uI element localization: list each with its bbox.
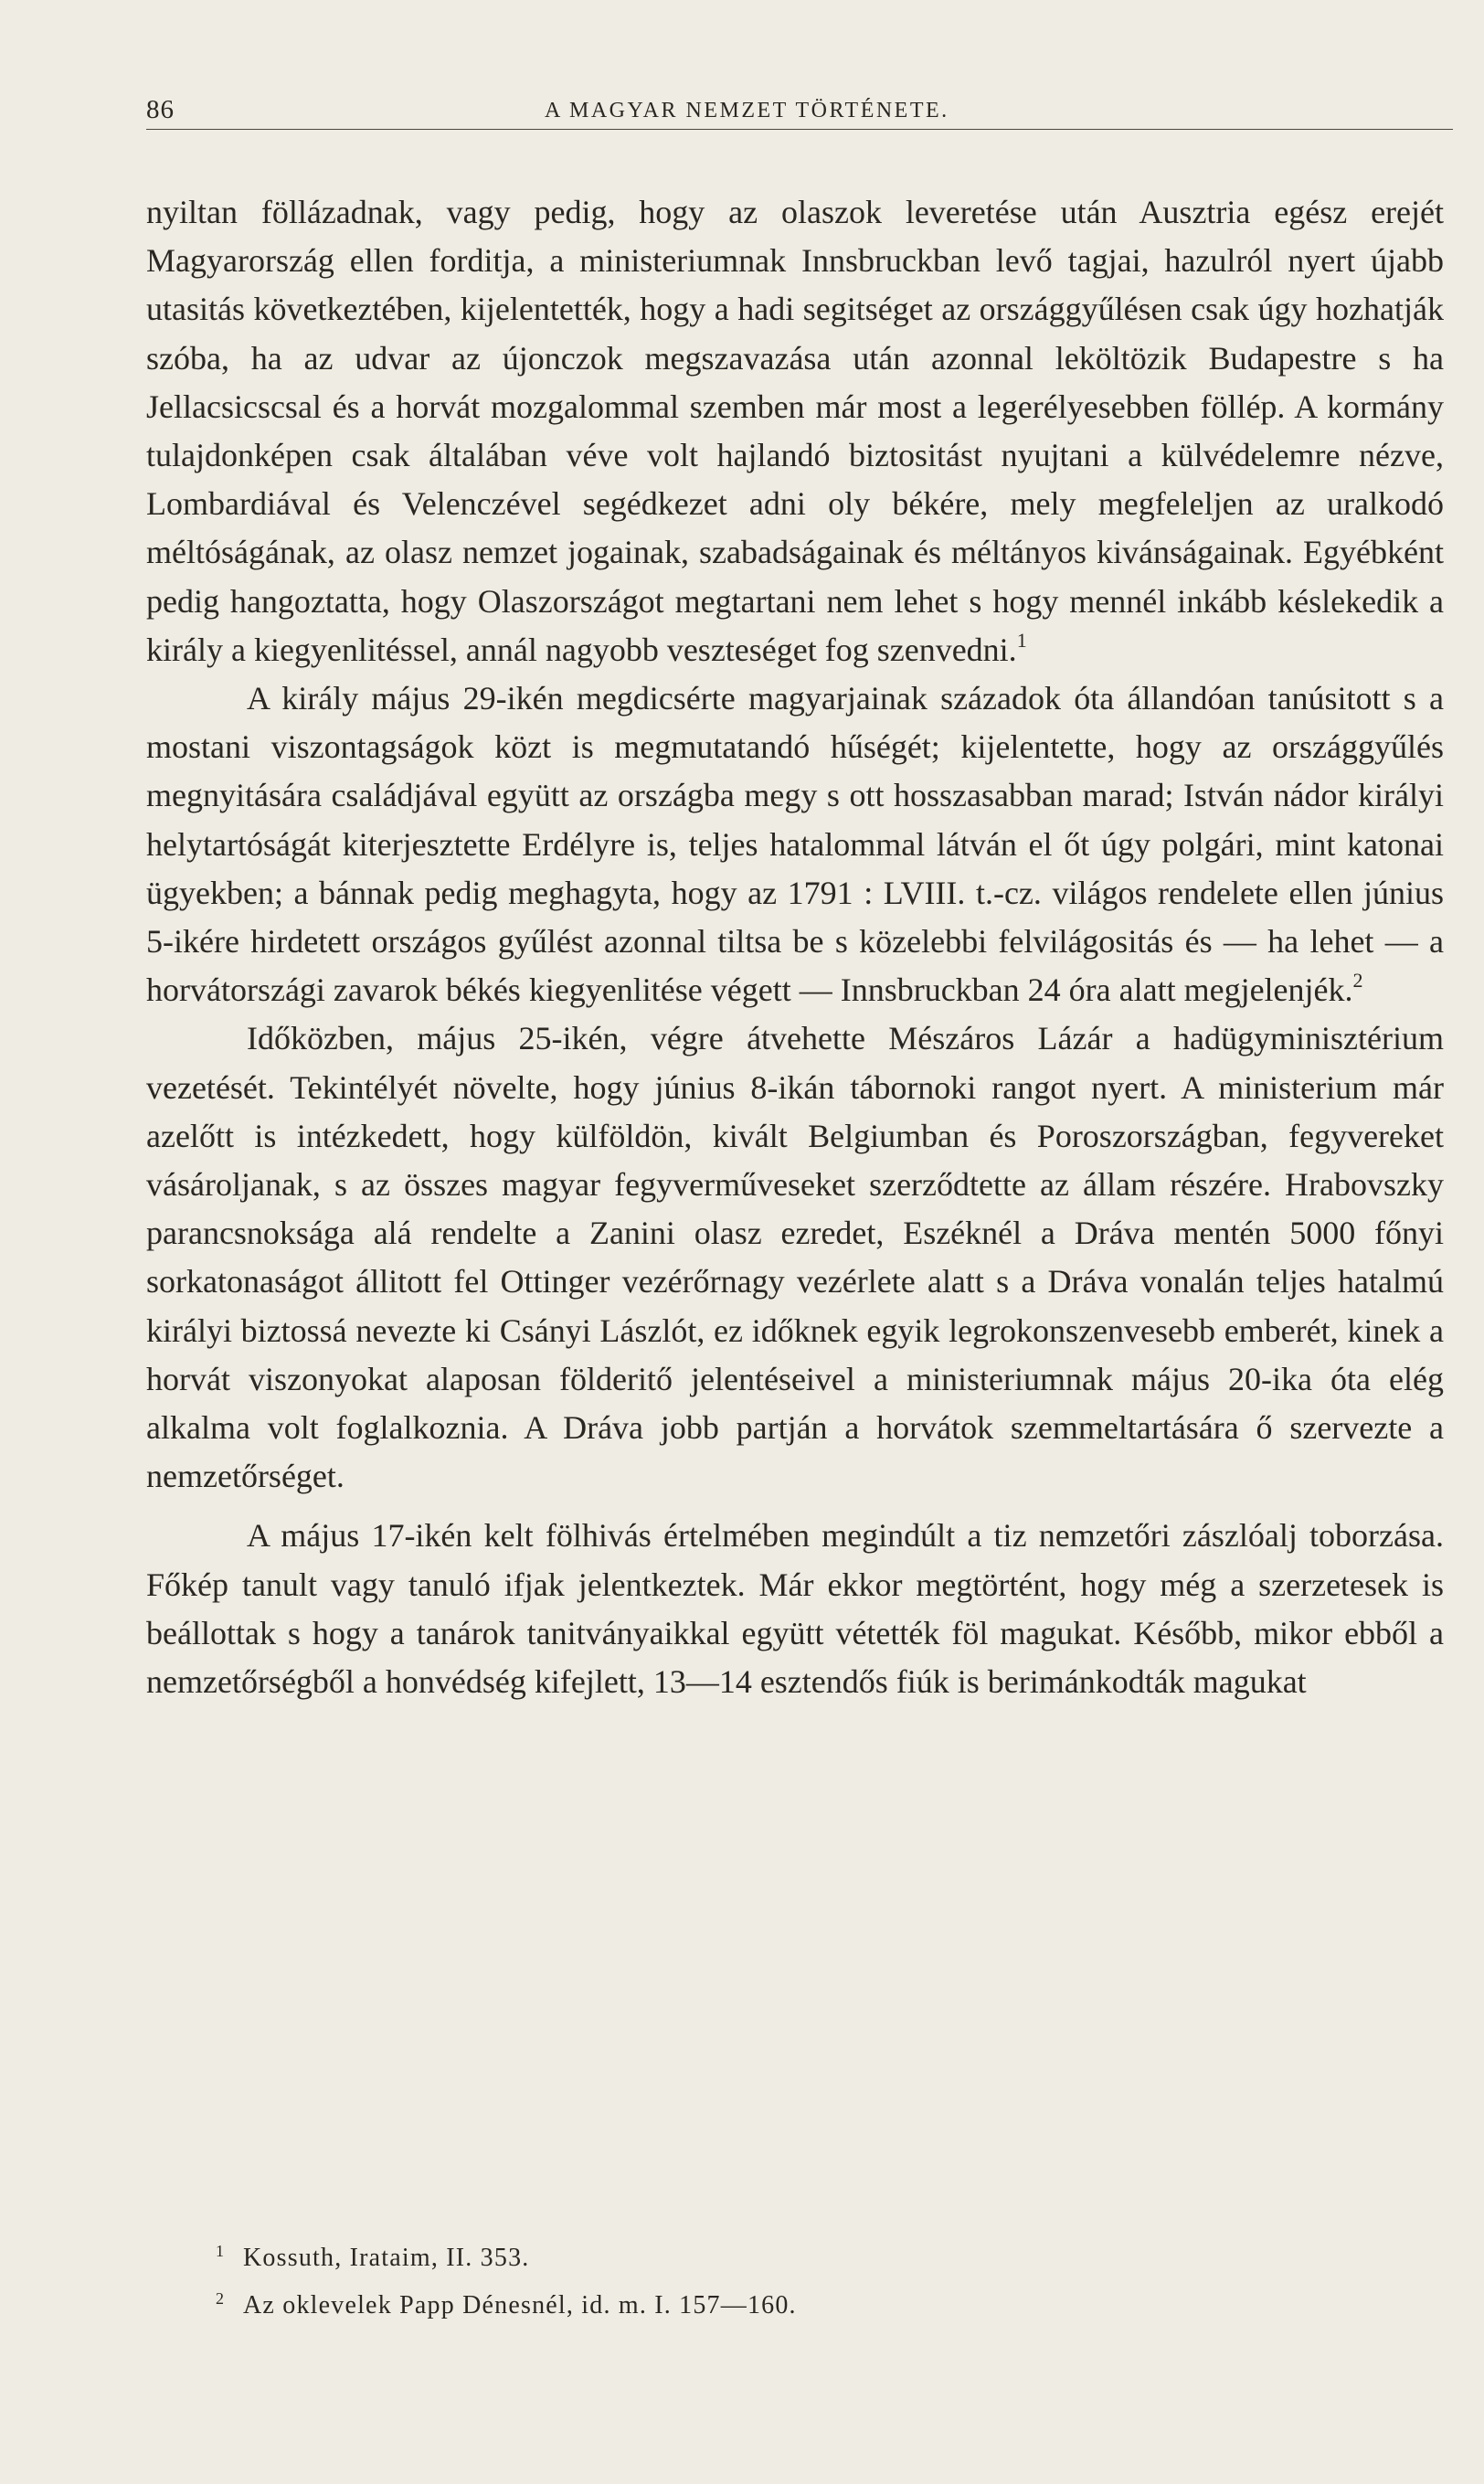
footnotes (216, 2235, 1312, 2330)
paragraph-text: nyiltan föllázadnak, vagy pedig, hogy az olaszok leveretése után Ausztria egész erejét Magyarország ellen forditja, a ministeriumnak Innsbruckban levő tagjai, hazulról nyert újabb utasitás következtében, kijelentették, hogy a hadi segitséget az országgyűlésen csak úgy hozhatják szóba, ha az udvar az újonczok megszavazása után azonnal leköltözik Budapestre s ha Jellacsicscsal és a horvát mozgalommal szemben már most a legerélyesebben föllép. A kormány tulajdonképen csak általában véve volt hajlandó biztositást nyujtani a külvédelemre nézve, Lombardiával és Velenczével segédkezet adni oly békére, mely megfeleljen az uralkodó méltóságának, az olasz nemzet jogainak, szabadságainak és méltányos kivánságainak. Egyébként pedig hangoztatta, hogy Olaszországot megtartani nem lehet s hogy mennél inkább késlekedik a király a kiegyenlitéssel, annál nagyobb veszteséget fog szenvedni. (146, 194, 1444, 668)
paragraph-text: Időközben, május 25-ikén, végre átvehette Mészáros Lázár a hadügyminisztérium vezetését. Tekintélyét növelte, hogy június 8-ikán tábornoki rangot nyert. A ministerium már azelőtt is intézkedett, hogy külföldön, kivált Belgiumban és Poroszországban, fegyvereket vásároljanak, s az összes magyar fegyverműveseket szerződtette az állam részére. Hrabovszky parancsnoksága alá rendelte a Zanini olasz ezredet, Eszéknél a Dráva mentén 5000 főnyi sorkatonaságot állitott fel Ottinger vezérőrnagy vezérlete alatt s a Dráva vonalán teljes hatalmú királyi biztossá nevezte ki Csányi Lászlót, ez időknek egyik legrokonszenvesebb emberét, kinek a horvát viszonyokat alaposan földeritő jelentéseivel a ministeriumnak május 20-ika óta elég alkalma volt foglalkoznia. A Dráva jobb partján a horvátok szemmeltartására ő szervezte a nemzetőrséget. (146, 1020, 1444, 1495)
paragraph-text: A király május 29-ikén megdicsérte magyarjainak századok óta állandóan tanúsitott s a mostani viszontagságok közt is megmutatandó hűségét; kijelentette, hogy az országgyűlés megnyitására családjával együtt az országba megy s ott hosszasabban marad; István nádor királyi helytartóságát kiterjesztette Erdélyre is, teljes hatalommal látván el őt úgy polgári, mint katonai ügyekben; a bánnak pedig meghagyta, hogy az 1791 : LVIII. t.-cz. világos rendelete ellen június 5-ikére hirdetett országos gyűlést azonnal tiltsa be s közelebbi felvilágositás és — ha lehet — a horvátországi zavarok békés kiegyenlitése végett — Innsbruckban 24 óra alatt megjelenjék. (146, 680, 1444, 1009)
footnote-mark: 2 (216, 2289, 226, 2308)
header-rule (146, 129, 1453, 130)
paragraph-3 (146, 1014, 1444, 1501)
footnote-text: Kossuth, Irataim, II. 353. (243, 2244, 530, 2272)
page-header (146, 95, 1453, 133)
footnote-text: Az oklevelek Papp Dénesnél, id. m. I. 157—160. (243, 2291, 797, 2319)
footnote-mark: 1 (216, 2242, 226, 2260)
paragraph-text: A május 17-ikén kelt fölhivás értelmében megindúlt a tiz nemzetőri zászlóalj toborzása. Főkép tanult vagy tanuló ifjak jelentkeztek. Már ekkor megtörtént, hogy még a szerzetesek is beállottak s hogy a tanárok tanitványaikkal együtt vétették föl magukat. Később, mikor ebből a nemzetőrségből a honvédség kifejlett, 13—14 esztendős fiúk is berimánkodták magukat (146, 1517, 1444, 1701)
body-text (146, 188, 1444, 1706)
footnote-reference: 1 (1016, 628, 1027, 652)
paragraph-1 (146, 188, 1444, 674)
running-title: A MAGYAR NEMZET TÖRTÉNETE. (545, 99, 949, 122)
footnote-2 (216, 2282, 1312, 2330)
paragraph-4 (146, 1512, 1444, 1706)
footnote-reference: 2 (1352, 969, 1363, 993)
footnote-1 (216, 2235, 1312, 2282)
page-number: 86 (146, 95, 175, 124)
paragraph-2 (146, 674, 1444, 1014)
